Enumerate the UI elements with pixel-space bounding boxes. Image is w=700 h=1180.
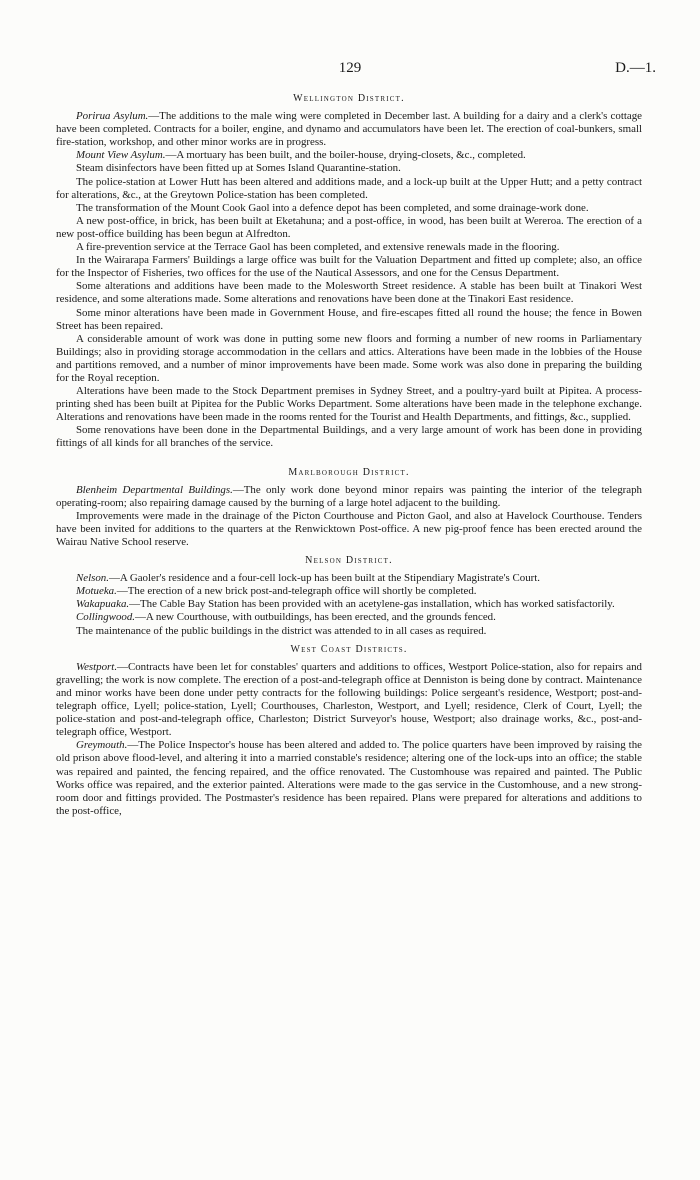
paragraph bbox=[56, 110, 642, 149]
paragraph bbox=[56, 149, 642, 162]
paragraph bbox=[56, 333, 642, 385]
paragraph-text: —The additions to the male wing were completed in December last. A building for a dairy and a clerk's cottage have been completed. Contracts for a boiler, engine, and dynamo and accumulators have been let. The erection of coal-bunkers, small fire-station, workshop, and other minor works are in progress. bbox=[56, 110, 642, 149]
paragraph-text: Alterations have been made to the Stock Department premises in Sydney Street, and a poultry-yard built at Pipitea. A process-printing shed has been built at Pipitea for the Public Works Department. Some alterations have been made in the telephone exchange. Alterations and renovations have been made in the rooms rented for the Tourist and Health Departments, and fittings, &c., supplied. bbox=[56, 385, 642, 424]
paragraph bbox=[56, 307, 642, 333]
paragraph-lead: Mount View Asylum. bbox=[76, 149, 166, 162]
paragraph-text: A new post-office, in brick, has been built at Eketahuna; and a post-office, in wood, has been built at Wereroa. The erection of a new post-office building has been begun at Alfredton. bbox=[56, 214, 642, 240]
paragraph-text: —A Gaoler's residence and a four-cell lock-up has been built at the Stipendiary Magistrate's Court. bbox=[108, 572, 541, 585]
paragraph-text: The police-station at Lower Hutt has been altered and additions made, and a lock-up built at the Upper Hutt; and a petty contract for alterations, &c., at the Greytown Police-station has been completed. bbox=[56, 175, 642, 201]
section-heading: West Coast Districts. bbox=[290, 643, 408, 655]
paragraph bbox=[56, 424, 642, 450]
document-id: D.—1. bbox=[615, 60, 656, 76]
paragraph bbox=[56, 280, 642, 306]
paragraph bbox=[56, 585, 642, 598]
paragraph bbox=[56, 625, 642, 638]
paragraph-text: —The only work done beyond minor repairs was painting the interior of the telegraph operating-room; also repairing damage caused by the burning of a large hotel adjacent to the building. bbox=[56, 483, 642, 509]
paragraph-lead: Motueka. bbox=[76, 585, 117, 598]
paragraph bbox=[56, 241, 642, 254]
paragraph-text: —The Cable Bay Station has been provided with an acetylene-gas installation, which has worked satisfactorily. bbox=[129, 598, 615, 611]
paragraph bbox=[56, 572, 642, 585]
paragraph-lead: Westport. bbox=[76, 660, 118, 673]
section-heading: Marlborough District. bbox=[288, 466, 410, 478]
paragraph-text: The maintenance of the public buildings in the district was attended to in all cases as required. bbox=[76, 624, 487, 637]
paragraph bbox=[56, 510, 642, 549]
paragraph bbox=[56, 215, 642, 241]
paragraph-text: —A new Courthouse, with outbuildings, has been erected, and the grounds fenced. bbox=[135, 611, 496, 624]
paragraph bbox=[56, 176, 642, 202]
paragraph bbox=[56, 484, 642, 510]
paragraph-text: —The Police Inspector's house has been altered and added to. The police quarters have been improved by raising the old prison above flood-level, and altering it into a married constable's residence; altering one of the lock-ups into an office; the stable was repaired and painted, the fencing repaired, and the office renovated. The Customhouse was repaired and painted. The Public Works office was repaired, and the exterior painted. Alterations were made to the gas service in the Customhouse, and a new strong-room door and fittings provided. The Postmaster's residence has been repaired. Plans were prepared for alterations and additions to the post-office, bbox=[56, 739, 642, 817]
paragraph bbox=[56, 385, 642, 424]
paragraph-lead: Blenheim Departmental Buildings. bbox=[76, 483, 233, 496]
paragraph-text: A fire-prevention service at the Terrace Gaol has been completed, and extensive renewals made in the flooring. bbox=[76, 241, 560, 254]
section-heading: Wellington District. bbox=[293, 93, 405, 104]
paragraph bbox=[56, 611, 642, 624]
paragraph-text: Steam disinfectors have been fitted up at Somes Island Quarantine-station. bbox=[76, 162, 401, 175]
paragraph bbox=[56, 254, 642, 280]
paragraph-lead: Porirua Asylum. bbox=[76, 110, 149, 123]
paragraph-text: Some renovations have been done in the Departmental Buildings, and a very large amount of work has been done in providing fittings of all kinds for all branches of the service. bbox=[56, 424, 642, 450]
paragraph-lead: Nelson. bbox=[76, 572, 109, 585]
paragraph bbox=[56, 162, 642, 175]
paragraph-text: —A mortuary has been built, and the boiler-house, drying-closets, &c., completed. bbox=[165, 149, 526, 162]
paragraph-text: —Contracts have been let for constables' quarters and additions to offices, Westport Police-station, also for repairs and gravelling; the work is now complete. The erection of a post-and-telegraph office at Denniston is being done by contract. Maintenance and minor works have been done under petty contracts for the following buildings: Police sergeant's residence, Westport; post-and-telegraph office, Lyell; police-station, Lyell; Courthouses, Charleston, Westport, and Lyell; residence, Clerk of Court, Lyell; the police-station and post-and-telegraph office, Charleston; District Surveyor's house, Westport; also drainage works, &c., post-and-telegraph office, Westport. bbox=[56, 660, 642, 739]
paragraph-lead: Collingwood. bbox=[76, 611, 135, 624]
paragraph-text: Some minor alterations have been made in Government House, and fire-escapes fitted all round the house; the fence in Bowen Street has been repaired. bbox=[56, 306, 642, 332]
paragraph-text: In the Wairarapa Farmers' Buildings a large office was built for the Valuation Department and fitted up complete; also, an office for the Inspector of Fisheries, two offices for the use of the Nautical Assessors, and one for the Census Department. bbox=[56, 254, 642, 280]
paragraph-text: A considerable amount of work was done in putting some new floors and forming a number of new rooms in Parliamentary Buildings; also in providing storage accommodation in the cellars and attics. Alterations have been made in the lobbies of the House and partitions removed, and a number of minor improvements have been made. Some work was also done in preparing the building for the Royal reception. bbox=[56, 332, 642, 384]
paragraph-lead: Greymouth. bbox=[76, 739, 128, 752]
document-body bbox=[56, 92, 642, 818]
paragraph bbox=[56, 661, 642, 740]
page-number: 129 bbox=[338, 60, 362, 76]
paragraph-text: Improvements were made in the drainage of the Picton Courthouse and Picton Gaol, and also at Havelock Courthouse. Tenders have been invited for additions to the quarters at the Renwicktown Post-office. A new pig-proof fence has been erected around the Wairau Native School reserve. bbox=[56, 509, 642, 548]
paragraph bbox=[56, 598, 642, 611]
paragraph-text: —The erection of a new brick post-and-telegraph office will shortly be completed. bbox=[116, 585, 477, 598]
paragraph bbox=[56, 739, 642, 818]
section-heading: Nelson District. bbox=[305, 555, 393, 567]
paragraph-text: The transformation of the Mount Cook Gaol into a defence depot has been completed, and some drainage-work done. bbox=[76, 201, 589, 214]
paragraph-lead: Wakapuaka. bbox=[76, 598, 130, 611]
paragraph-text: Some alterations and additions have been made to the Molesworth Street residence. A stable has been built at Tinakori West residence, and some alterations made. Some alterations and renovations have been done at the Tinakori East residence. bbox=[56, 280, 642, 306]
paragraph bbox=[56, 202, 642, 215]
